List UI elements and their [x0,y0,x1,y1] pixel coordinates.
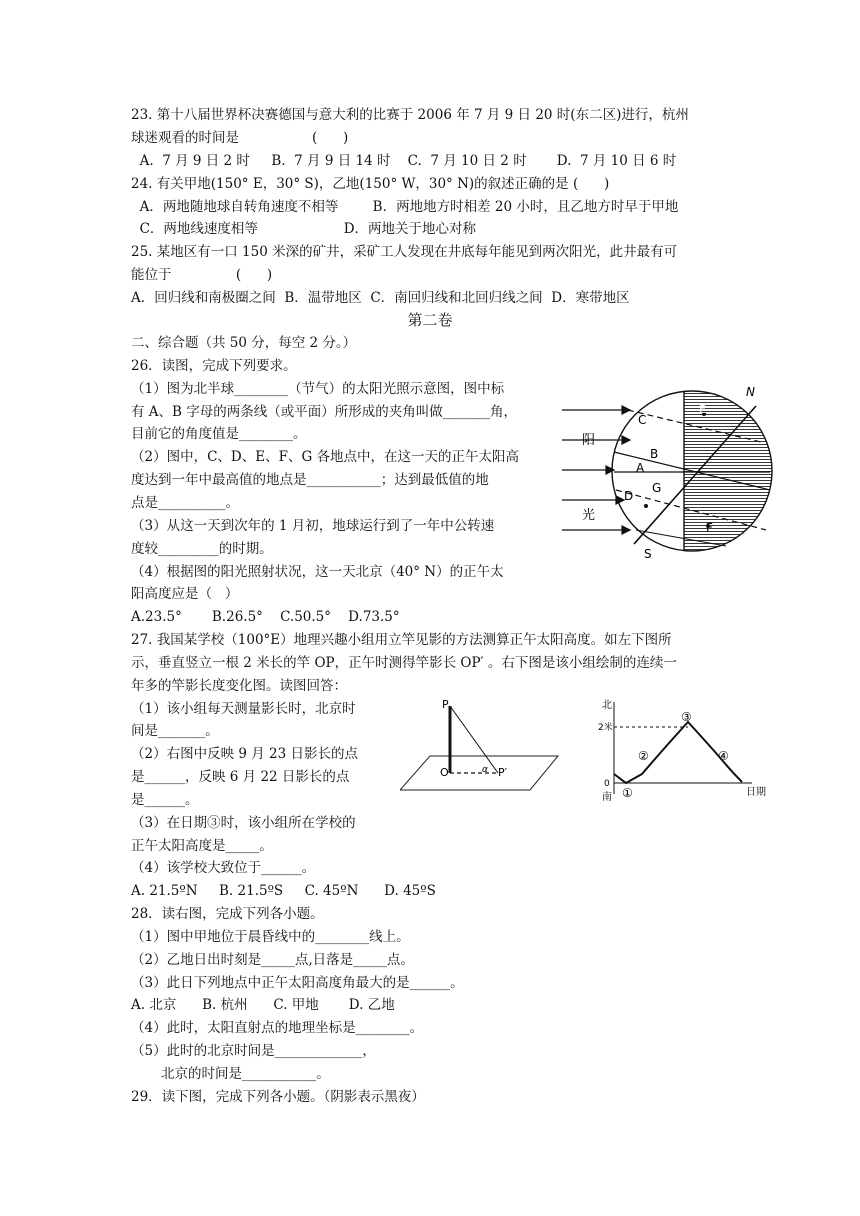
q27-part3-a: （3）在日期③时，该小组所在学校的 [131,815,356,831]
axis-south: 南 [602,792,612,803]
q26-stem: 26．读图，完成下列要求。 [131,358,297,374]
label-b: B [650,447,659,461]
sunlight-diagram [556,380,776,566]
point-4: ④ [718,749,729,763]
label-o: O [440,766,449,779]
axis-zero: 0 [604,779,610,789]
label-g: G [652,481,662,495]
q28-part1: （1）图中甲地位于晨昏线中的________线上。 [131,929,410,945]
q26-part2-a: （2）图中，C、D、E、F、G 各地点中，在这一天的正午太阳高 [131,449,520,465]
section-title: 第二卷 [407,311,453,329]
shadow-length-chart [592,694,782,804]
label-n: N [746,385,755,399]
q28-options: A. 北京 B. 杭州 C. 甲地 D. 乙地 [131,997,395,1013]
q28-part5-a: （5）此时的北京时间是_____________， [131,1043,376,1059]
label-alpha: α [482,765,488,775]
label-sun-char1: 阳 [582,433,596,448]
q27-part3-b: 正午太阳高度是_____。 [131,838,273,854]
q26-part4-a: （4）根据图的阳光照射状况，这一天北京（40° N）的正午太 [131,564,504,580]
label-e: E [699,403,706,416]
q27-line3: 年多的竿影长度变化图。读图回答： [131,678,347,694]
point-1: ① [622,786,633,800]
section-intro: 二、综合题（共 50 分，每空 2 分。） [131,335,357,351]
q24-options-ab: A．两地随地球自转角速度不相等 B．两地地方时相差 20 小时，且乙地方时早于甲地 [131,199,679,215]
label-s: S [644,547,652,561]
q23-options: A. 7 月 9 日 2 时 B. 7 月 9 日 14 时 C. 7 月 10 日 2 时 D. 7 月 10 日 6 时 [131,153,677,169]
q28-part4: （4）此时，太阳直射点的地理坐标是________。 [131,1020,424,1036]
q25-options: A．回归线和南极圈之间 B．温带地区 C．南回归线和北回归线之间 D．寒带地区 [131,290,630,306]
pole-shadow-diagram [400,696,560,796]
q26-part3-a: （3）从这一天到次年的 1 月初，地球运行到了一年中公转速 [131,518,495,534]
q27-part1-a: （1）该小组每天测量影长时，北京时 [131,701,356,717]
q27-part2-c: 是______。 [131,792,199,808]
q24-stem: 24. 有关甲地(150° E，30° S)，乙地(150° W，30° N)的叙述正确的是 ( ) [131,176,610,192]
axis-tick-2m: 2米 [598,723,613,733]
q27-part4: （4）该学校大致位于______。 [131,860,316,876]
q28-part5-b: 北京的时间是___________。 [131,1066,330,1082]
q26-part3-b: 度较_________的时期。 [131,541,273,557]
q25-line1: 25. 某地区有一口 150 米深的矿井，采矿工人发现在井底每年能见到两次阳光，此井最有可 [131,244,678,260]
q27-part1-b: 间是_______。 [131,723,219,739]
label-p: P [442,698,449,711]
label-d: D [624,489,634,503]
q27-part2-a: （2）右图中反映 9 月 23 日影长的点 [131,746,359,762]
label-a: A [636,461,645,475]
q26-part1-c: 目前它的角度值是________。 [131,426,307,442]
q23-line2: 球迷观看的时间是 ( ) [131,130,349,146]
q23-line1: 23. 第十八届世界杯决赛德国与意大利的比赛于 2006 年 7 月 9 日 20 时(东二区)进行，杭州 [131,107,689,123]
q28-part3: （3）此日下列地点中正午太阳高度角最大的是______。 [131,975,464,991]
q26-part1-b: 有 A、B 字母的两条线（或平面）所形成的夹角叫做_______角， [131,404,518,420]
q26-options: A.23.5° B.26.5° C.50.5° D.73.5° [131,609,400,625]
q27-line1: 27. 我国某学校（100°E）地理兴趣小组用立竿见影的方法测算正午太阳高度。如左下图所 [131,632,672,648]
q26-part4-b: 阳高度应是（ ） [131,586,239,602]
q25-line2: 能位于 ( ) [131,267,273,283]
q26-part1-a: （1）图为北半球________（节气）的太阳光照示意图，图中标 [131,381,505,397]
axis-north: 北 [602,700,612,711]
q24-options-cd: C．两地线速度相等 D．两地关于地心对称 [131,221,477,237]
q26-part2-c: 点是__________。 [131,495,239,511]
label-c: C [638,413,647,427]
label-sun-char2: 光 [582,508,596,523]
q27-part2-b: 是______，反映 6 月 22 日影长的点 [131,769,350,785]
q27-options: A. 21.5ºN B. 21.5ºS C. 45ºN D. 45ºS [131,883,436,899]
point-3: ③ [681,710,692,724]
q26-part2-b: 度达到一年中最高值的地点是___________；达到最低值的地 [131,472,489,488]
q27-line2: 示，垂直竖立一根 2 米长的竿 OP，正午时测得竿影长 OP′ 。右下图是该小组绘制的连续一 [131,655,677,671]
q28-stem: 28．读右图，完成下列各小题。 [131,906,324,922]
point-2: ② [638,749,649,763]
q29-stem: 29．读下图，完成下列各小题。（阴影表示黑夜） [131,1089,425,1105]
label-f: F [706,521,713,535]
q28-part2: （2）乙地日出时刻是_____点,日落是_____点。 [131,952,414,968]
label-p-prime: P′ [498,766,508,779]
axis-date: 日期 [746,787,766,798]
